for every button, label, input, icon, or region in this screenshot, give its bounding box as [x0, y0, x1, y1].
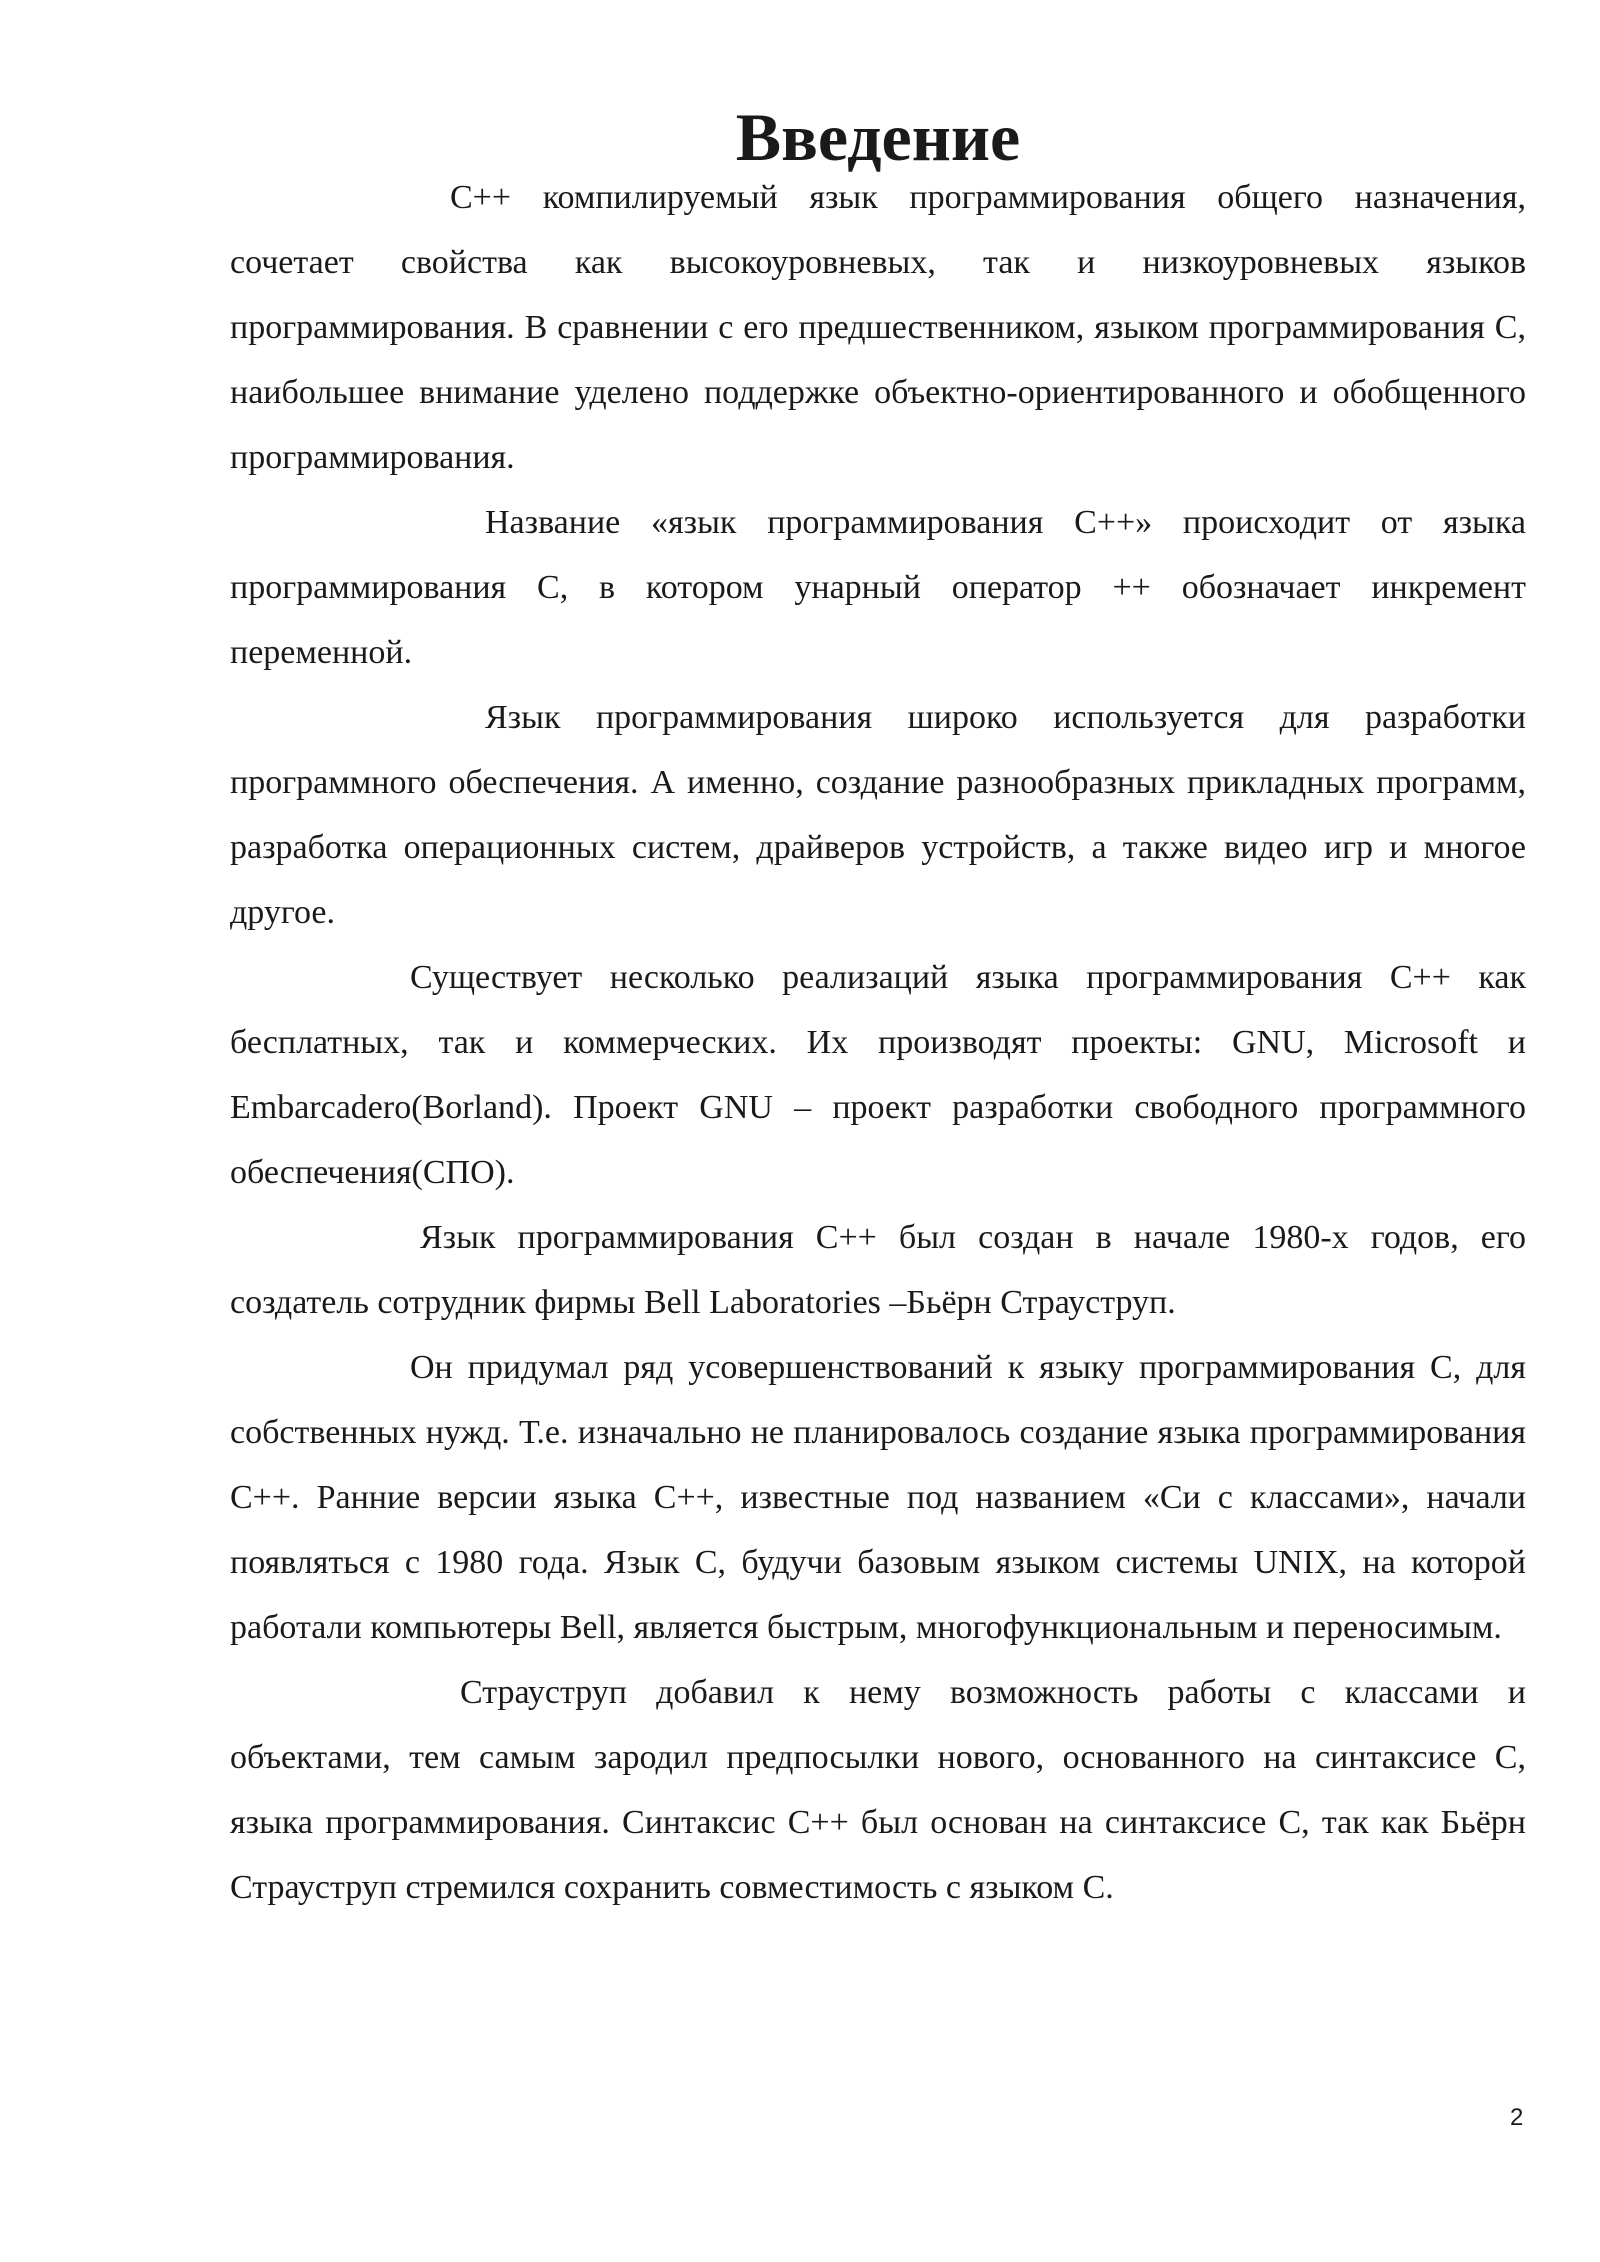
- paragraph-1: С++ компилируемый язык программирования общего назначения, сочетает свойства как высокоуровневых, так и низкоуровневых языков программирования. В сравнении с его предшественником, языком программирования С, наибольшее внимание уделено поддержке объектно-ориентированного и обобщенного программирования.: [230, 179, 1526, 476]
- page-number: 2: [1510, 2104, 1524, 2131]
- paragraph-6: Он придумал ряд усовершенствований к языку программирования С, для собственных нужд. Т.е. изначально не планировалось создание языка программирования С++. Ранние версии языка С++, известные под названием «Си с классами», начали появляться с 1980 года. Язык С, будучи базовым языком системы UNIX, на которой работали компьютеры Bell, является быстрым, многофункциональным и переносимым.: [230, 1349, 1526, 1646]
- paragraph-2: Название «язык программирования С++» происходит от языка программирования С, в котором унарный оператор ++ обозначает инкремент переменной.: [230, 504, 1526, 671]
- paragraph-5: Язык программирования С++ был создан в начале 1980-х годов, его создатель сотрудник фирмы Bell Laboratories –Бьёрн Страуструп.: [230, 1219, 1526, 1321]
- paragraph-3: Язык программирования широко используется для разработки программного обеспечения. А именно, создание разнообразных прикладных программ, разработка операционных систем, драйверов устройств, а также видео игр и многое другое.: [230, 699, 1526, 931]
- paragraph-7: Страуструп добавил к нему возможность работы с классами и объектами, тем самым зародил предпосылки нового, основанного на синтаксисе С, языка программирования. Синтаксис С++ был основан на синтаксисе С, так как Бьёрн Страуструп стремился сохранить совместимость с языком С.: [230, 1674, 1526, 1906]
- document-body: [230, 99, 1526, 1920]
- paragraph-4: Существует несколько реализаций языка программирования С++ как бесплатных, так и коммерческих. Их производят проекты: GNU, Microsoft и Embarcadero(Borland). Проект GNU – проект разработки свободного программного обеспечения(СПО).: [230, 959, 1526, 1191]
- document-title: Введение: [735, 99, 1021, 175]
